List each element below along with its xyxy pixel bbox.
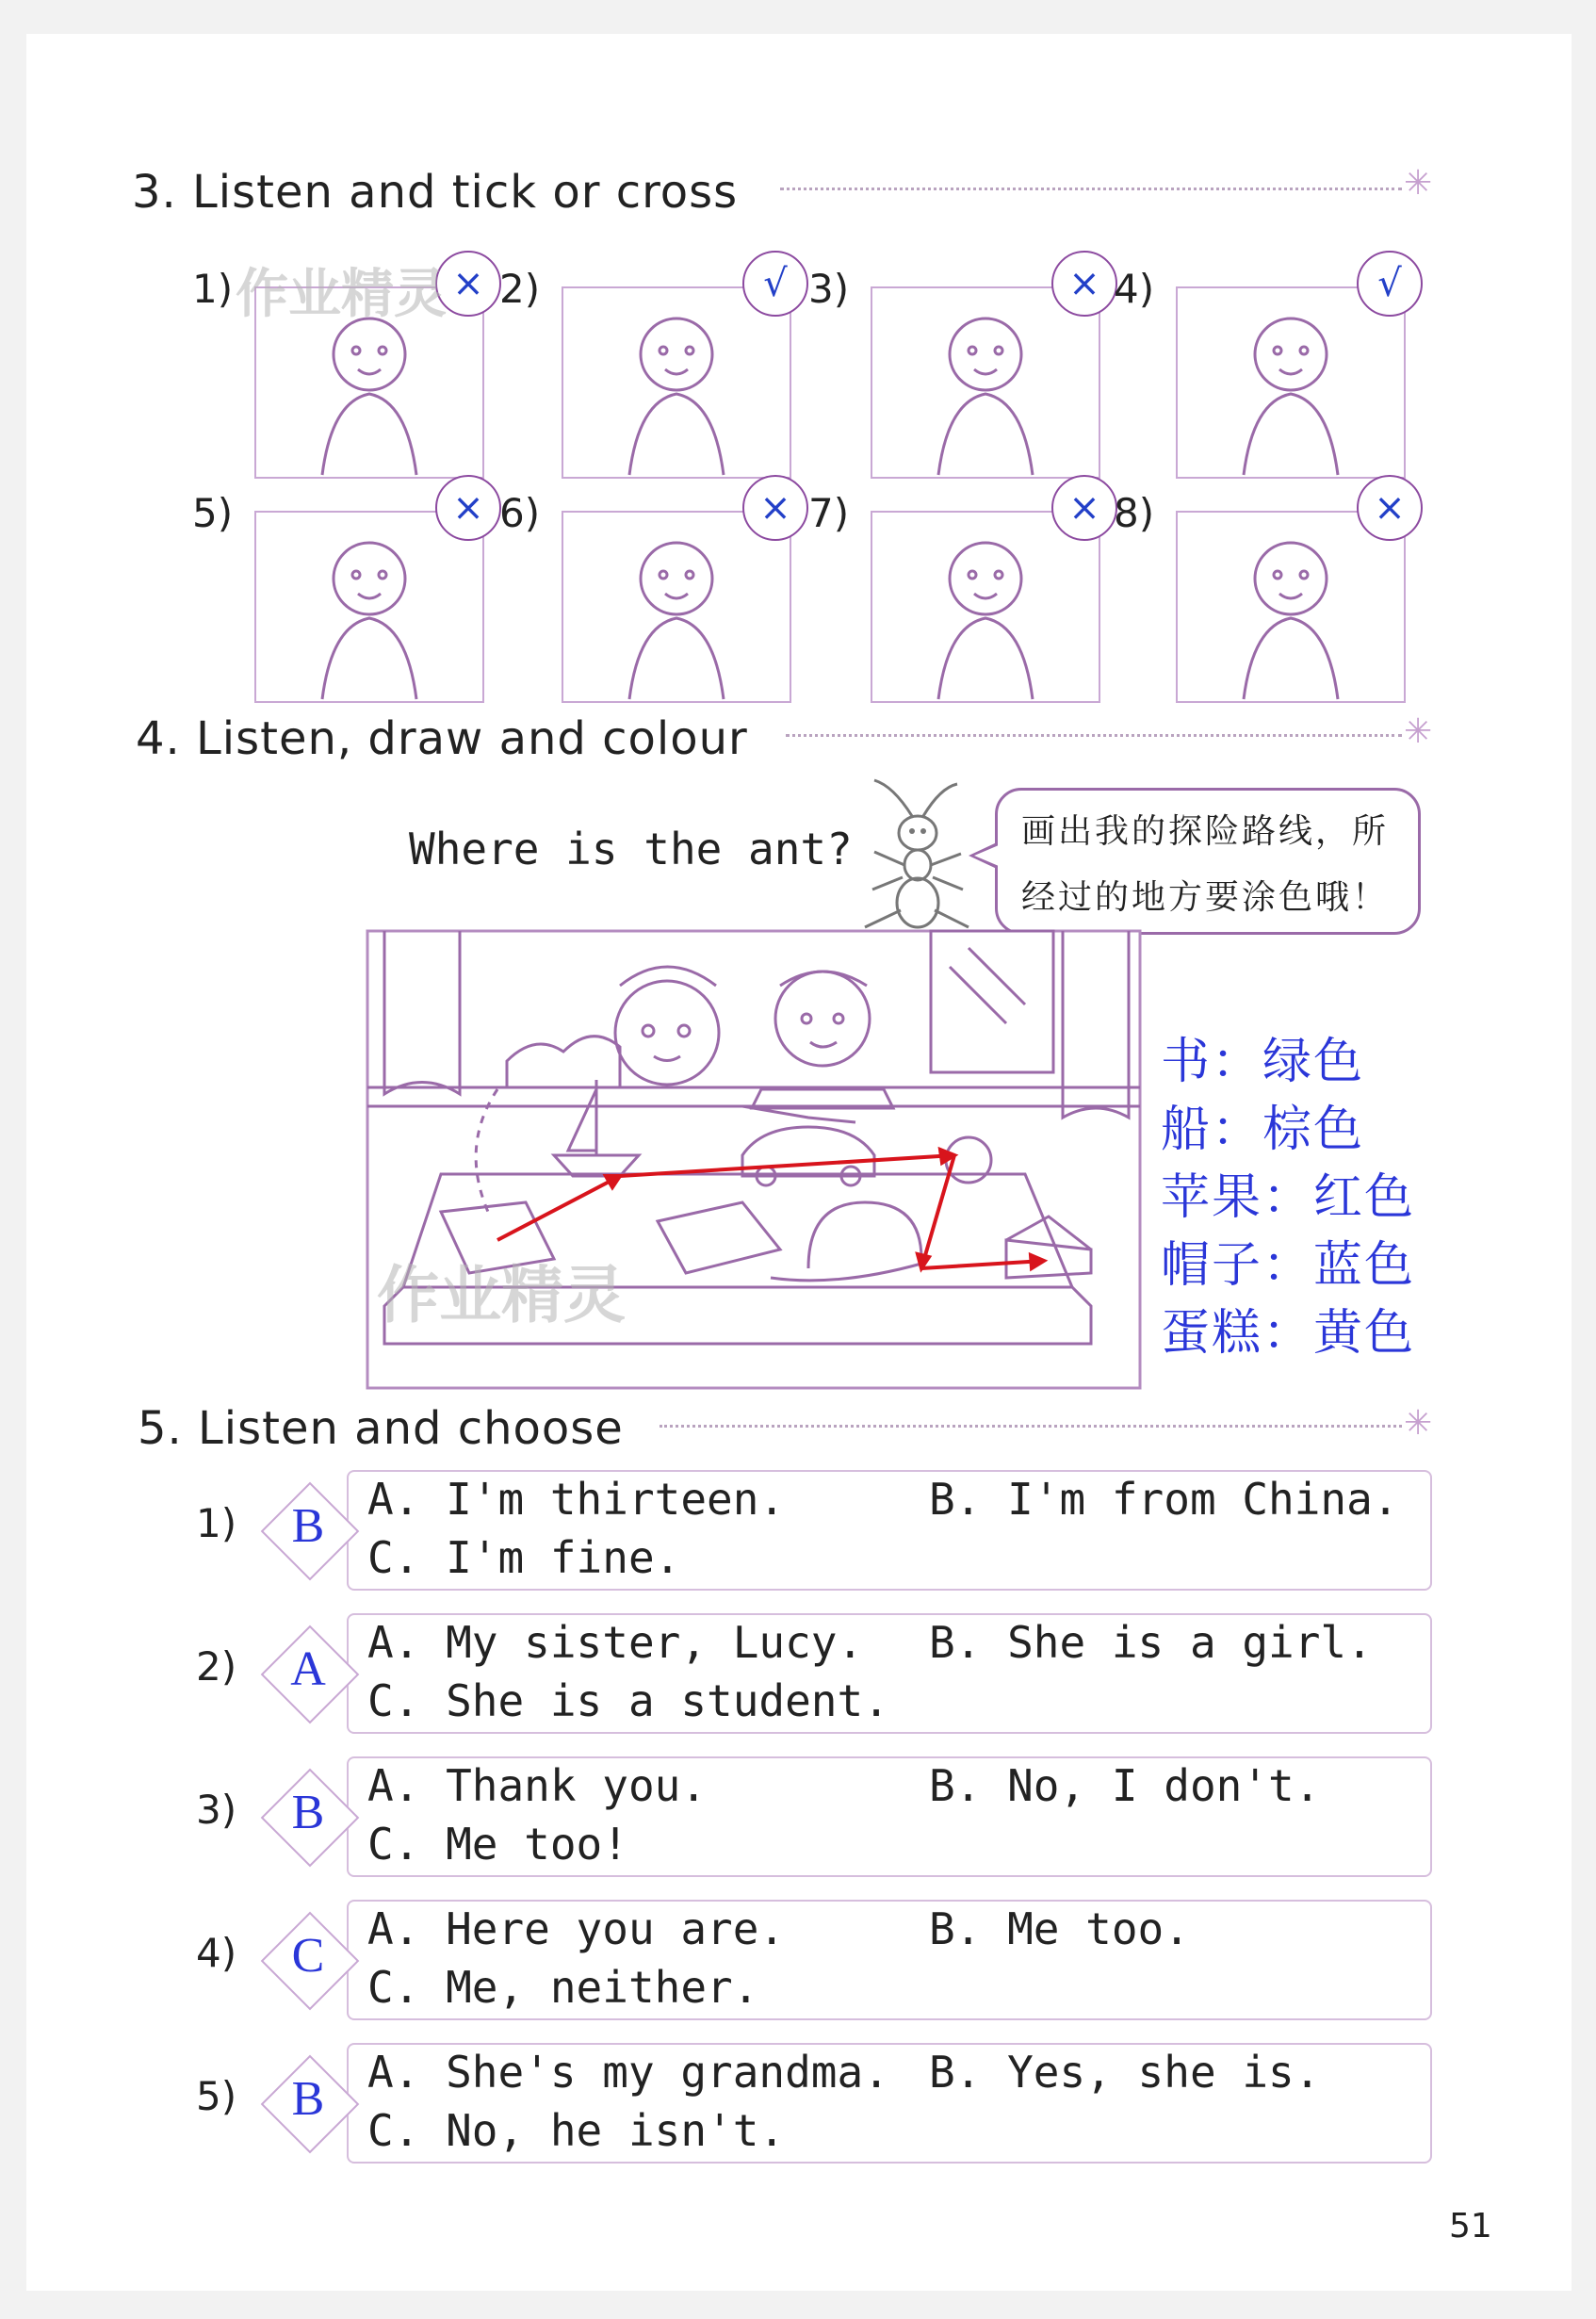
decor-star-icon: ✳ bbox=[1404, 163, 1433, 202]
section4-title: 4. Listen, draw and colour bbox=[136, 712, 748, 765]
item-number: 1) bbox=[192, 266, 234, 312]
answer-letter: B bbox=[291, 2072, 325, 2126]
watermark-text: 作业精灵 bbox=[377, 1259, 626, 1331]
item-number: 6) bbox=[499, 490, 541, 536]
option-b[interactable]: B. No, I don't. bbox=[929, 1760, 1321, 1811]
bubble-line1: 画出我的探险路线，所 bbox=[1021, 812, 1390, 851]
legend-item: 蛋糕：黄色 bbox=[1161, 1305, 1416, 1362]
question-number: 5) bbox=[196, 2073, 237, 2119]
decor-star-icon: ✳ bbox=[1404, 1403, 1433, 1442]
item-number: 8) bbox=[1114, 490, 1155, 536]
answer-letter: A bbox=[290, 1642, 326, 1696]
option-a[interactable]: A. Thank you. bbox=[367, 1760, 708, 1811]
legend-item: 船：棕色 bbox=[1161, 1102, 1365, 1158]
question-number: 3) bbox=[196, 1787, 237, 1833]
workbook-page bbox=[26, 34, 1572, 2291]
answer-mark: × bbox=[1357, 475, 1423, 541]
question-number: 2) bbox=[196, 1643, 237, 1690]
option-c[interactable]: C. Me too! bbox=[367, 1819, 628, 1870]
answer-mark: √ bbox=[1357, 251, 1423, 317]
answer-mark: × bbox=[1051, 475, 1117, 541]
legend-item: 苹果：红色 bbox=[1161, 1169, 1416, 1226]
item-number: 5) bbox=[192, 490, 234, 536]
boy-portrait-icon bbox=[871, 286, 1100, 479]
option-c[interactable]: C. No, he isn't. bbox=[367, 2105, 786, 2156]
answer-mark: × bbox=[435, 475, 501, 541]
ant-icon bbox=[855, 778, 978, 939]
answer-letter: B bbox=[291, 1499, 325, 1553]
girl-at-opera-house-icon bbox=[254, 511, 484, 703]
option-b[interactable]: B. Yes, she is. bbox=[929, 2047, 1321, 2098]
item-number: 4) bbox=[1114, 266, 1155, 312]
woman-giving-fruit-icon bbox=[562, 286, 791, 479]
option-b[interactable]: B. I'm from China. bbox=[929, 1474, 1399, 1525]
option-c[interactable]: C. Me, neither. bbox=[367, 1962, 759, 2013]
monkey-with-watermelon-icon bbox=[1176, 286, 1406, 479]
option-b[interactable]: B. Me too. bbox=[929, 1903, 1190, 1954]
section3-divider bbox=[780, 188, 1402, 190]
answer-mark: × bbox=[1051, 251, 1117, 317]
option-a[interactable]: A. My sister, Lucy. bbox=[367, 1617, 864, 1668]
question-number: 4) bbox=[196, 1930, 237, 1976]
section5-divider bbox=[660, 1425, 1402, 1428]
answer-mark: √ bbox=[742, 251, 808, 317]
answer-mark: × bbox=[742, 475, 808, 541]
option-c[interactable]: C. I'm fine. bbox=[367, 1532, 681, 1583]
option-a[interactable]: A. She's my grandma. bbox=[367, 2047, 889, 2098]
boy-pointing-map-icon bbox=[562, 511, 791, 703]
decor-star-icon: ✳ bbox=[1404, 711, 1433, 750]
option-a[interactable]: A. I'm thirteen. bbox=[367, 1474, 786, 1525]
item-number: 2) bbox=[499, 266, 541, 312]
answer-letter: B bbox=[291, 1786, 325, 1839]
legend-item: 书：绿色 bbox=[1161, 1034, 1365, 1090]
section5-title: 5. Listen and choose bbox=[138, 1402, 624, 1455]
answer-letter: C bbox=[291, 1929, 325, 1983]
item-number: 3) bbox=[808, 266, 850, 312]
watermark-text: 作业精灵 bbox=[236, 264, 447, 325]
question-number: 1) bbox=[196, 1500, 237, 1546]
option-c[interactable]: C. She is a student. bbox=[367, 1675, 889, 1726]
answer-mark: × bbox=[435, 251, 501, 317]
ant-question: Where is the ant? bbox=[409, 824, 853, 874]
option-a[interactable]: A. Here you are. bbox=[367, 1903, 786, 1954]
item-number: 7) bbox=[808, 490, 850, 536]
section3-title: 3. Listen and tick or cross bbox=[132, 166, 739, 219]
page-number: 51 bbox=[1449, 2207, 1492, 2246]
option-b[interactable]: B. She is a girl. bbox=[929, 1617, 1373, 1668]
boy-with-blocks-icon bbox=[871, 511, 1100, 703]
bubble-line2: 经过的地方要涂色哦！ bbox=[1021, 878, 1390, 917]
section4-divider bbox=[786, 734, 1402, 737]
legend-item: 帽子：蓝色 bbox=[1161, 1237, 1416, 1294]
ball-under-desk-icon bbox=[1176, 511, 1406, 703]
